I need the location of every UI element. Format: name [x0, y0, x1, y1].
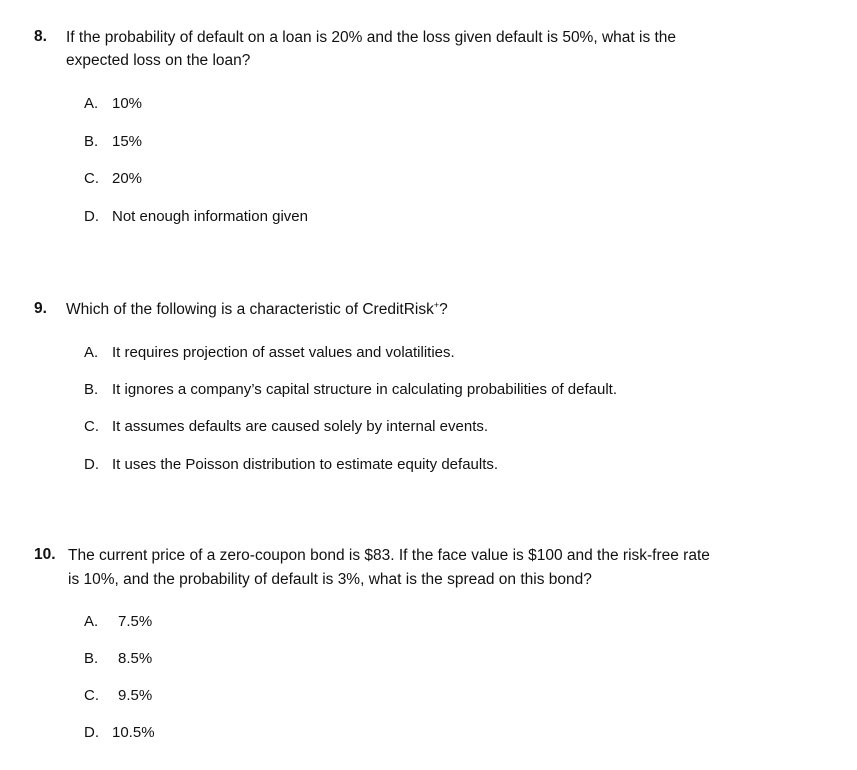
question-text-line-1: If the probability of default on a loan is 20% and the loss given default is 50%, what is the	[66, 29, 677, 46]
option-text: It assumes defaults are caused solely by internal events.	[112, 418, 489, 435]
option-text: 10.5%	[112, 724, 155, 741]
question-number: 9.	[34, 300, 47, 317]
option-letter: D.	[84, 456, 99, 473]
option-letter: C.	[84, 418, 99, 435]
option-letter: B.	[84, 381, 99, 398]
option-letter: C.	[84, 687, 99, 704]
option-text: It ignores a company’s capital structure in calculating probabilities of default.	[112, 381, 617, 398]
option-text: 8.5%	[118, 650, 153, 667]
question-text-main: Which of the following is a characteristic of CreditRisk	[66, 301, 434, 318]
question-text-end: ?	[439, 301, 448, 318]
option-text: 7.5%	[118, 613, 153, 630]
option-text: 15%	[112, 133, 143, 150]
option-letter: D.	[84, 724, 99, 741]
option-letter: D.	[84, 208, 99, 225]
option-letter: C.	[84, 170, 99, 187]
option-text: 10%	[112, 95, 143, 112]
option-text: 20%	[112, 170, 143, 187]
question-text-line-2: expected loss on the loan?	[66, 52, 251, 69]
option-letter: B.	[84, 133, 99, 150]
option-letter: B.	[84, 650, 99, 667]
option-text: It requires projection of asset values and volatilities.	[112, 344, 455, 361]
question-number: 10.	[34, 546, 56, 563]
question-text-line-2: is 10%, and the probability of default is 3%, what is the spread on this bond?	[68, 571, 592, 588]
option-letter: A.	[84, 95, 99, 112]
question-text-line-1: The current price of a zero-coupon bond is $83. If the face value is $100 and the risk-free rate	[68, 547, 710, 564]
option-text: 9.5%	[118, 687, 153, 704]
question-text-line-1	[66, 298, 448, 321]
option-letter: A.	[84, 613, 99, 630]
question-number: 8.	[34, 28, 47, 45]
option-text: It uses the Poisson distribution to estimate equity defaults.	[112, 456, 499, 473]
superscript-plus: +	[433, 300, 440, 310]
option-letter: A.	[84, 344, 99, 361]
option-text: Not enough information given	[112, 208, 308, 225]
